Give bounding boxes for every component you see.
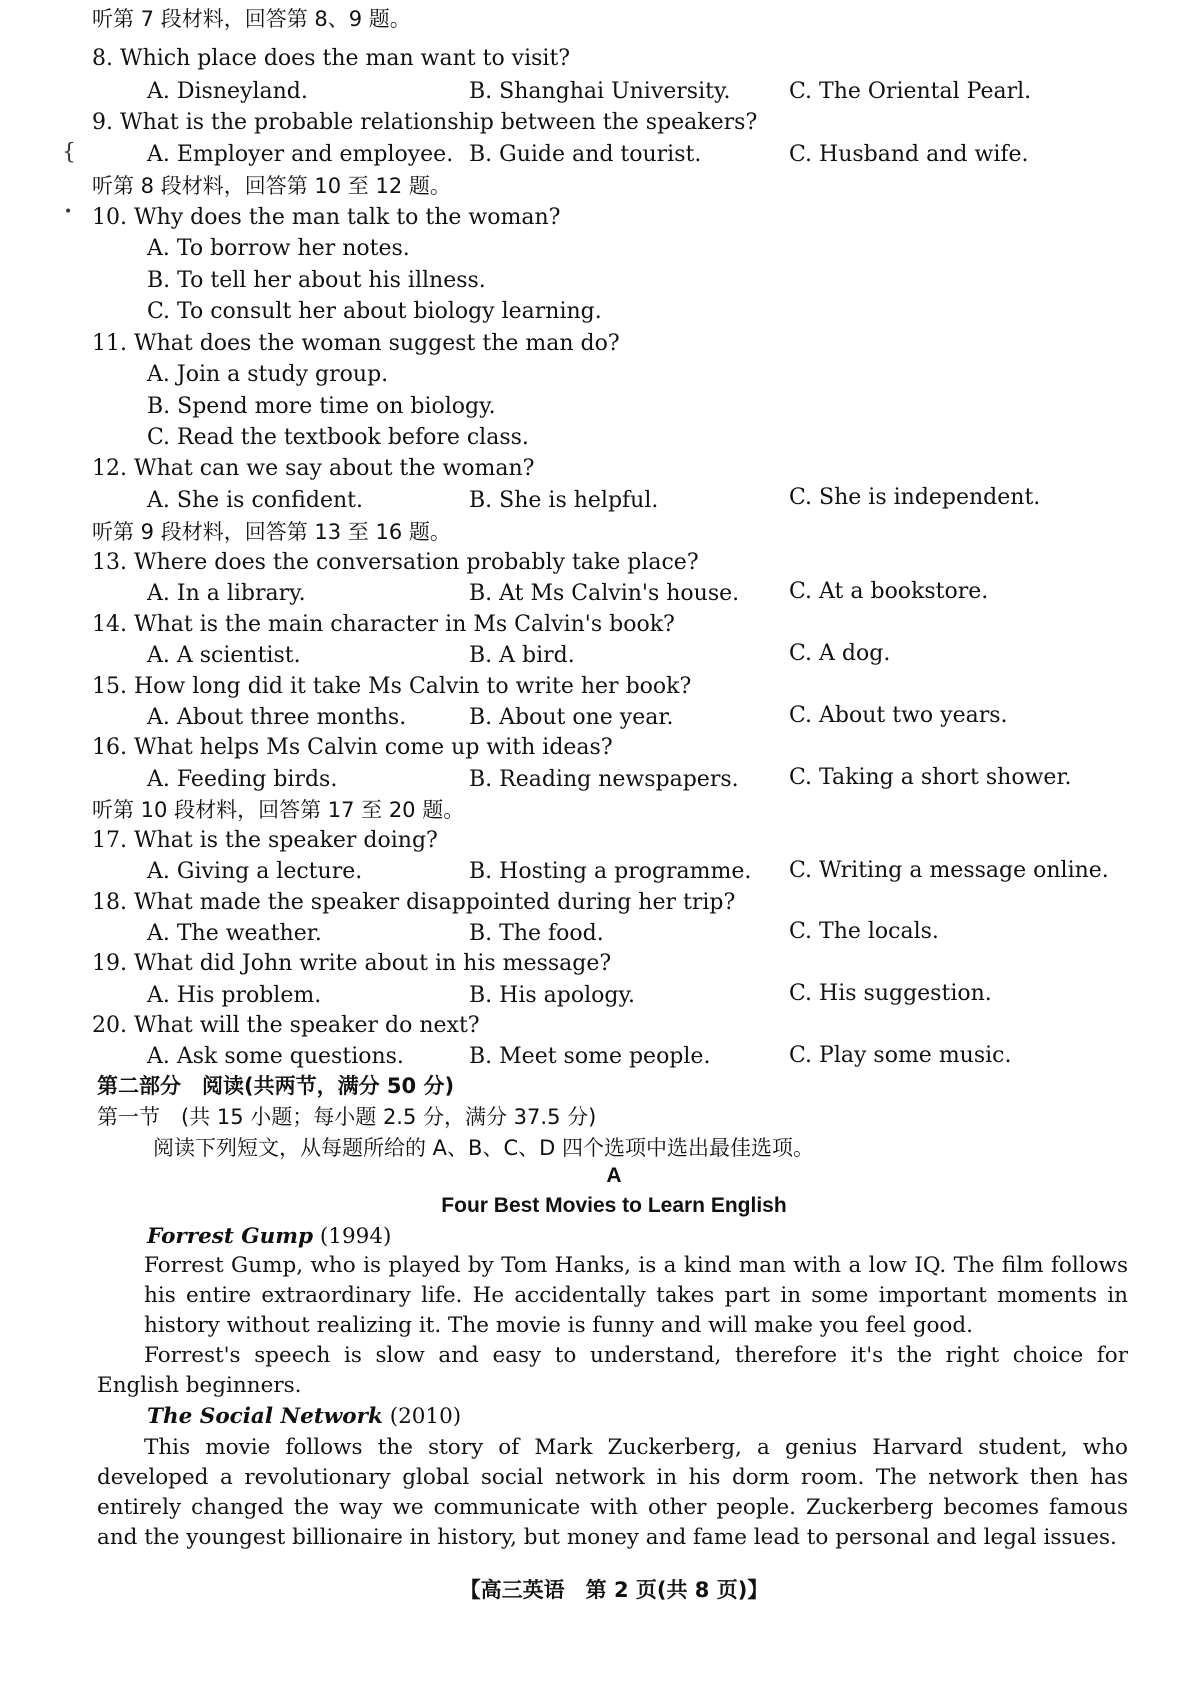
- question-19-stem: 19. What did John write about in his message?: [92, 951, 612, 976]
- question-14-option-b: B. A bird.: [469, 643, 575, 668]
- question-19-option-a: A. His problem.: [147, 983, 322, 1008]
- question-11-stem: 11. What does the woman suggest the man do?: [92, 331, 620, 356]
- question-15-stem: 15. How long did it take Ms Calvin to write her book?: [92, 674, 692, 699]
- question-9-stem: 9. What is the probable relationship between the speakers?: [92, 110, 758, 135]
- movie-year: (1994): [319, 1224, 392, 1249]
- question-18-option-a: A. The weather.: [147, 921, 322, 946]
- question-12-stem: 12. What can we say about the woman?: [92, 456, 535, 481]
- question-18-option-c: C. The locals.: [789, 919, 939, 944]
- paragraph-text: This movie follows the story of Mark Zuckerberg, a genius Harvard student, who developed a revolutionary global social network in his dorm room. The network then has entirely changed the way we communicate with other people. Zuckerberg becomes famous and the youngest billionaire in history, but money and fame lead to personal and legal issues.: [97, 1435, 1128, 1550]
- question-15-option-a: A. About three months.: [147, 705, 407, 730]
- margin-brace-mark: {: [62, 140, 76, 165]
- passage-title: Four Best Movies to Learn English: [441, 1194, 787, 1217]
- question-17-option-b: B. Hosting a programme.: [469, 859, 752, 884]
- question-19-option-b: B. His apology.: [469, 983, 635, 1008]
- movie-heading-forrest-gump: [147, 1223, 391, 1251]
- question-10-option-b: B. To tell her about his illness.: [147, 268, 486, 293]
- question-16-option-c: C. Taking a short shower.: [789, 765, 1072, 790]
- section-heading-8: 听第 8 段材料，回答第 10 至 12 题。: [92, 174, 451, 198]
- question-19-option-c: C. His suggestion.: [789, 981, 992, 1006]
- passage-letter: A: [606, 1164, 622, 1187]
- question-20-option-b: B. Meet some people.: [469, 1044, 711, 1069]
- paragraph-text: Forrest Gump, who is played by Tom Hanks, is a kind man with a low IQ. The film follows his entire extraordinary life. He accidentally takes part in some important moments in history without realizing it. The movie is funny and will make you feel good.: [144, 1253, 1128, 1338]
- question-12-option-a: A. She is confident.: [147, 488, 363, 513]
- question-10-stem: 10. Why does the man talk to the woman?: [92, 205, 561, 230]
- question-18-option-b: B. The food.: [469, 921, 604, 946]
- question-14-stem: 14. What is the main character in Ms Calvin's book?: [92, 612, 675, 637]
- part-two-subheading: 第一节 (共 15 小题；每小题 2.5 分，满分 37.5 分): [97, 1105, 597, 1129]
- question-16-stem: 16. What helps Ms Calvin come up with ideas?: [92, 735, 613, 760]
- question-16-option-b: B. Reading newspapers.: [469, 767, 739, 792]
- question-10-option-a: A. To borrow her notes.: [147, 236, 410, 261]
- section-heading-10: 听第 10 段材料，回答第 17 至 20 题。: [92, 798, 465, 822]
- question-8-option-c: C. The Oriental Pearl.: [789, 79, 1032, 104]
- question-13-option-a: A. In a library.: [147, 581, 306, 606]
- movie-paragraph: [97, 1433, 1128, 1553]
- question-8-option-b: B. Shanghai University.: [469, 79, 731, 104]
- question-13-option-b: B. At Ms Calvin's house.: [469, 581, 740, 606]
- question-18-stem: 18. What made the speaker disappointed during her trip?: [92, 890, 736, 915]
- question-20-stem: 20. What will the speaker do next?: [92, 1013, 480, 1038]
- page-footer: 【高三英语 第 2 页(共 8 页)】: [459, 1578, 769, 1602]
- section-heading-7: 听第 7 段材料，回答第 8、9 题。: [92, 7, 411, 31]
- question-14-option-c: C. A dog.: [789, 641, 891, 666]
- movie-paragraph: [144, 1251, 1128, 1341]
- question-11-option-a: A. Join a study group.: [147, 362, 389, 387]
- question-8-stem: 8. Which place does the man want to visit?: [92, 46, 571, 71]
- part-two-heading: 第二部分 阅读(共两节，满分 50 分): [97, 1074, 455, 1098]
- question-9-option-b: B. Guide and tourist.: [469, 142, 702, 167]
- reading-instruction: 阅读下列短文，从每题所给的 A、B、C、D 四个选项中选出最佳选项。: [153, 1136, 814, 1160]
- question-11-option-c: C. Read the textbook before class.: [147, 425, 529, 450]
- paragraph-text: Forrest's speech is slow and easy to understand, therefore it's the right choice for English beginners.: [97, 1343, 1128, 1398]
- question-17-stem: 17. What is the speaker doing?: [92, 828, 438, 853]
- movie-title: The Social Network: [147, 1404, 383, 1429]
- question-15-option-c: C. About two years.: [789, 703, 1008, 728]
- question-13-option-c: C. At a bookstore.: [789, 579, 989, 604]
- movie-heading-social-network: [147, 1403, 461, 1431]
- question-17-option-a: A. Giving a lecture.: [147, 859, 363, 884]
- question-9-option-a: A. Employer and employee.: [147, 142, 454, 167]
- question-14-option-a: A. A scientist.: [147, 643, 301, 668]
- question-16-option-a: A. Feeding birds.: [147, 767, 338, 792]
- question-13-stem: 13. Where does the conversation probably take place?: [92, 550, 699, 575]
- question-12-option-c: C. She is independent.: [789, 485, 1041, 510]
- margin-dot-mark: •: [64, 204, 73, 220]
- movie-paragraph: [97, 1341, 1128, 1401]
- question-11-option-b: B. Spend more time on biology.: [147, 394, 496, 419]
- question-17-option-c: C. Writing a message online.: [789, 858, 1109, 883]
- question-12-option-b: B. She is helpful.: [469, 488, 659, 513]
- question-9-option-c: C. Husband and wife.: [789, 142, 1029, 167]
- movie-title: Forrest Gump: [147, 1224, 314, 1249]
- section-heading-9: 听第 9 段材料，回答第 13 至 16 题。: [92, 520, 451, 544]
- question-8-option-a: A. Disneyland.: [147, 79, 308, 104]
- question-15-option-b: B. About one year.: [469, 705, 674, 730]
- question-20-option-c: C. Play some music.: [789, 1043, 1012, 1068]
- question-20-option-a: A. Ask some questions.: [147, 1044, 404, 1069]
- movie-year: (2010): [389, 1404, 462, 1429]
- question-10-option-c: C. To consult her about biology learning.: [147, 299, 602, 324]
